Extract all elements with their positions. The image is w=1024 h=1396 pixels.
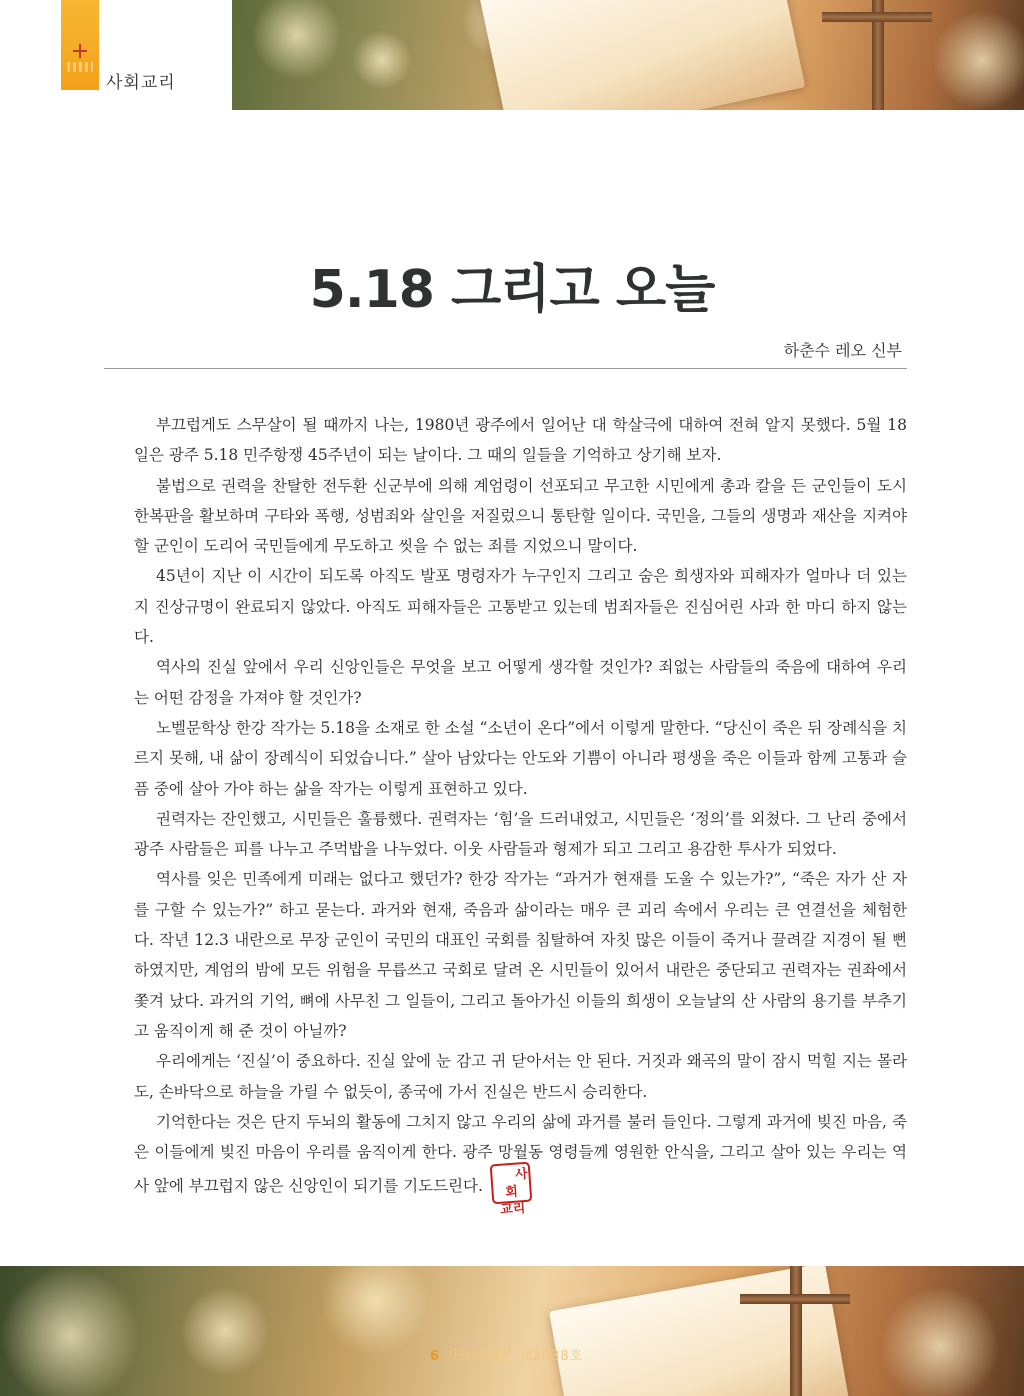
page-title: 5.18 그리고 오늘 (309, 259, 715, 320)
section-tab (61, 0, 99, 90)
header-banner-image (232, 0, 1024, 110)
paragraph: 45년이 지난 이 시간이 되도록 아직도 발포 명령자가 누구인지 그리고 숨은 희생자와 피해자가 얼마나 더 있는지 진상규명이 완료되지 않았다. 아직도 피해자들은 고통받고 있는데 범죄자들은 진심어린 사과 한 마디 하지 않는다. (134, 567, 907, 647)
article-body (134, 410, 908, 1219)
footer-label (430, 1345, 583, 1364)
paragraph: 부끄럽게도 스무살이 될 때까지 나는, 1980년 광주에서 일어난 대 학살극에 대하여 전혀 알지 못했다. 5월 18일은 광주 5.18 민주항쟁 45주년이 되는 날이다. 그 때의 일들을 기억하고 상기해 보자. (134, 416, 907, 465)
paragraph: 역사를 잊은 민족에게 미래는 없다고 했던가? 한강 작가는 “과거가 현재를 도울 수 있는가?”, “죽은 자가 산 자를 구할 수 있는가?” 하고 묻는다. 과거와 현재, 죽음과 삶이라는 매우 큰 괴리 속에서 우리는 큰 연결선을 체험한다. 작년 12.3 내란으로 무장 군인이 국민의 대표인 국회를 침탈하여 자칫 많은 이들이 죽거나 끌려갈 지경이 될 뻔 하였지만, 계엄의 밤에 모든 위험을 무릅쓰고 국회로 달려 온 시민들이 있어서 내란은 중단되고 권력자는 권좌에서 쫓겨 났다. 과거의 기억, 뼈에 사무친 그 일들이, 그리고 돌아가신 이들의 희생이 오늘날의 산 사람의 용기를 부추기고 움직이게 해 준 것이 아닐까? (134, 870, 907, 1040)
footer-banner-image (0, 1266, 1024, 1396)
paragraph: 불법으로 권력을 찬탈한 전두환 신군부에 의해 계엄령이 선포되고 무고한 시민에게 총과 칼을 든 군인들이 도시 한복판을 활보하며 구타와 폭행, 성범죄와 살인을 저질렀으니 통탄할 일이다. 국민을, 그들의 생명과 재산을 지켜야 할 군인이 도리어 국민들에게 무도하고 씻을 수 없는 죄를 지었으니 말이다. (134, 476, 907, 556)
paragraph: 노벨문학상 한강 작가는 5.18을 소재로 한 소설 “소년이 온다”에서 이렇게 말한다. “당신이 죽은 뒤 장례식을 치르지 못해, 내 삶이 장례식이 되었습니다.” 살아 남았다는 안도와 기쁨이 아니라 평생을 죽은 이들과 함께 고통과 슬픔 중에 살아 가야 하는 삶을 작가는 이렇게 표현하고 있다. (134, 718, 908, 798)
paragraph: 권력자는 잔인했고, 시민들은 훌륭했다. 권력자는 ‘힘’을 드러내었고, 시민들은 ‘정의’를 외쳤다. 그 난리 중에서 광주 사람들은 피를 나누고 주먹밥을 나누었다. 이웃 사람들과 형제가 되고 그리고 용감한 투사가 되었다. (134, 809, 907, 859)
decorative-dots (67, 62, 93, 72)
paragraph-last (134, 1107, 907, 1219)
cross-icon (73, 44, 87, 58)
divider (104, 368, 907, 369)
paragraph: 우리에게는 ‘진실’이 중요하다. 진실 앞에 눈 감고 귀 닫아서는 안 된다. 거짓과 왜곡의 말이 잠시 먹힐 지는 몰라도, 손바닥으로 하늘을 가릴 수 없듯이, 종국에 가서 진실은 반드시 승리한다. (134, 1052, 907, 1101)
publication-name: 가톨릭마산 제2938호 (446, 1349, 584, 1364)
section-label: 사회교리 (106, 73, 176, 93)
author-byline: 하춘수 레오 신부 (783, 341, 902, 360)
paragraph: 역사의 진실 앞에서 우리 신앙인들은 무엇을 보고 어떻게 생각할 것인가? 죄없는 사람들의 죽음에 대하여 우리는 어떤 감정을 가져야 할 것인가? (134, 658, 907, 707)
page-number: 6 (430, 1349, 441, 1364)
seal-stamp: 사회 교리 (490, 1162, 533, 1205)
paragraph-text: 기억한다는 것은 단지 두뇌의 활동에 그치지 않고 우리의 삶에 과거를 불러 들인다. 그렇게 과거에 빚진 마음, 죽은 이들에게 빚진 마음이 우리를 움직이게 한다. 광주 망월동 영령들께 영원한 안식을, 그리고 살아 있는 우리는 역사 앞에 부끄럽지 않은 신앙인이 되기를 기도드린다. (134, 1112, 907, 1196)
